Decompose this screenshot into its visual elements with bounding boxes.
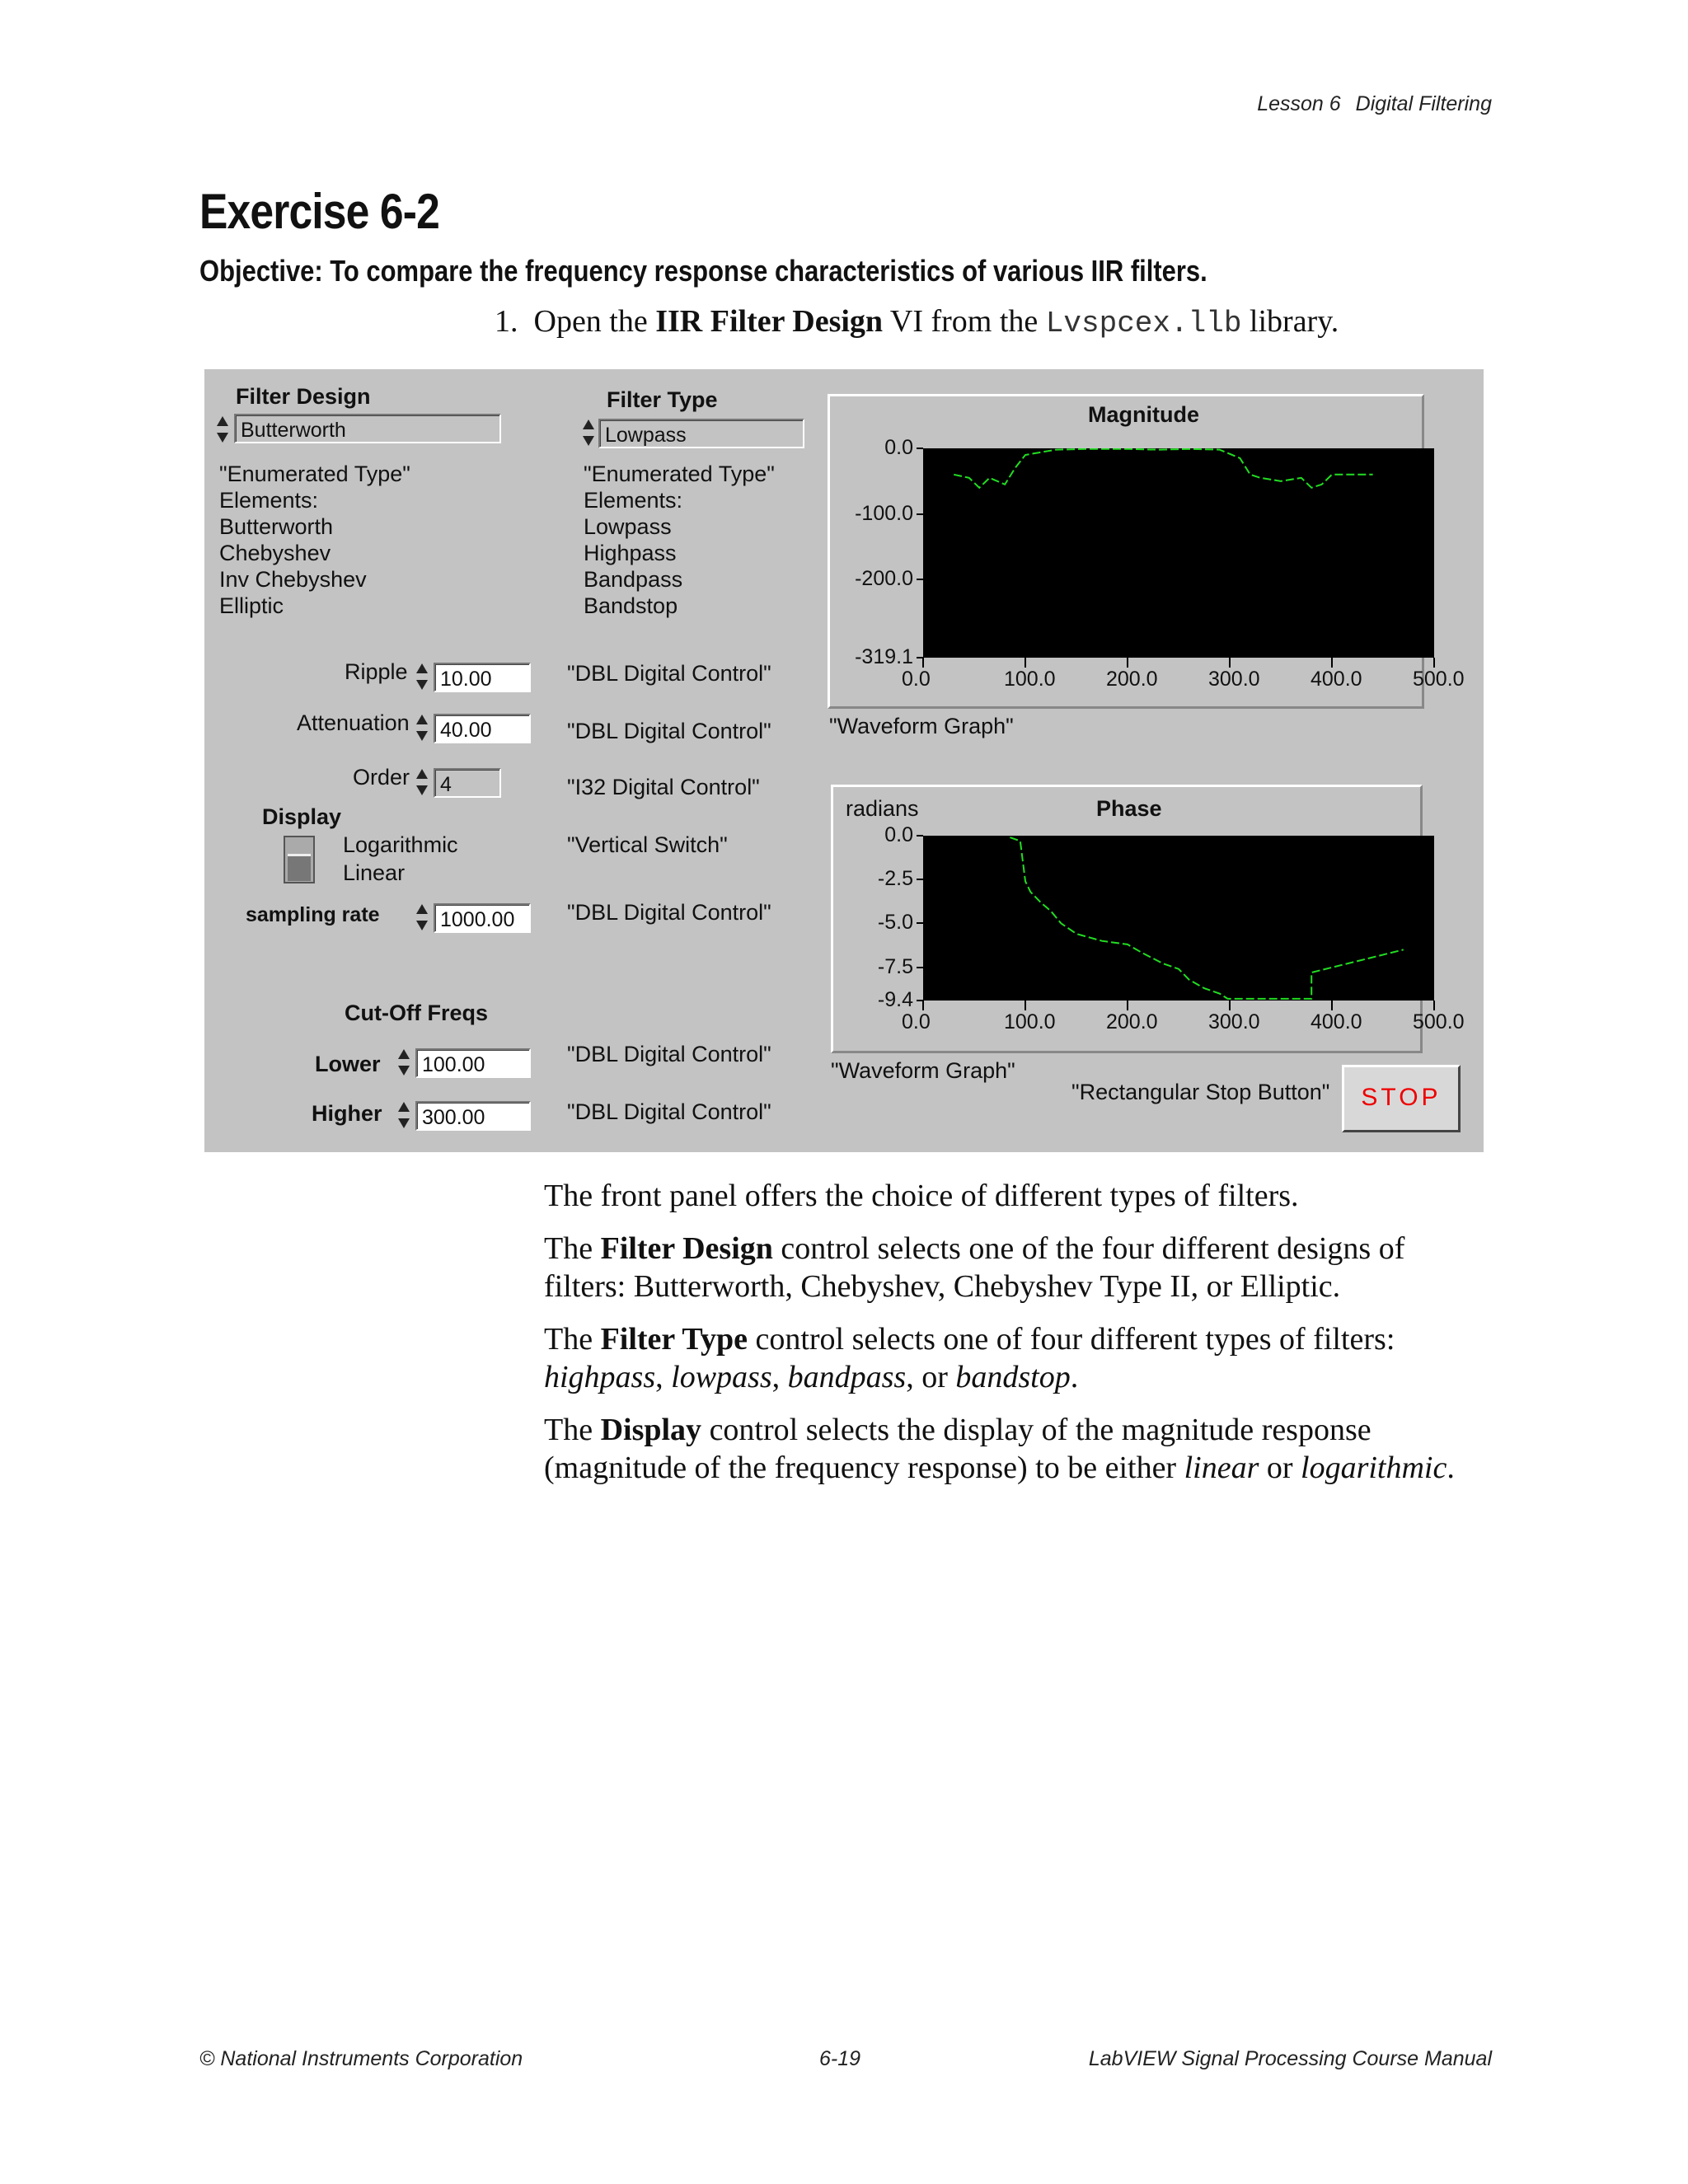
- sampling-rate-input[interactable]: 1000.00: [434, 903, 531, 933]
- filter-design-element: Inv Chebyshev: [219, 567, 367, 592]
- ripple-input[interactable]: 10.00: [434, 663, 531, 692]
- order-input[interactable]: 4: [434, 768, 501, 798]
- phase-title: Phase: [1096, 796, 1162, 821]
- exercise-title: Exercise 6-2: [199, 184, 439, 239]
- filter-design-element: Chebyshev: [219, 541, 331, 565]
- phase-plot-svg: [923, 836, 1434, 1001]
- p3-mid: control selects one of four different types of filters:: [747, 1322, 1395, 1357]
- p3-highpass: highpass: [544, 1360, 656, 1394]
- lower-label: Lower: [315, 1052, 381, 1076]
- header-lesson: Lesson 6: [1257, 92, 1341, 115]
- attenuation-input[interactable]: 40.00: [434, 714, 531, 743]
- magnitude-x-tick-label: 0.0: [902, 668, 931, 691]
- order-note: "I32 Digital Control": [567, 775, 760, 799]
- step-vi-name: IIR Filter Design: [655, 304, 884, 339]
- magnitude-plot-svg: [923, 448, 1434, 658]
- phase-y-tick-label: -2.5: [877, 867, 913, 891]
- phase-x-tick-label: 400.0: [1311, 1010, 1362, 1033]
- front-panel: [204, 369, 1484, 1152]
- magnitude-note: "Waveform Graph": [829, 714, 1014, 738]
- phase-y-tick-mark: [917, 835, 923, 837]
- p4-sep: or: [1259, 1451, 1301, 1485]
- phase-unit-label: radians: [846, 796, 919, 821]
- p2-post: control selects one of the four different designs of filters: Butterworth, Chebyshev, Chebyshev Type II, or Elliptic.: [544, 1231, 1405, 1304]
- p2-bold: Filter Design: [600, 1231, 773, 1266]
- filter-design-label: Filter Design: [236, 384, 371, 409]
- filter-design-spin-icon[interactable]: [216, 414, 229, 445]
- step-text-post: library.: [1241, 304, 1339, 339]
- display-option-logarithmic: Logarithmic: [343, 832, 458, 857]
- magnitude-plot-area[interactable]: [923, 448, 1434, 658]
- magnitude-x-tick-label: 200.0: [1106, 668, 1158, 691]
- footer-page-number: 6-19: [819, 2047, 861, 2070]
- header-topic: Digital Filtering: [1355, 92, 1492, 115]
- phase-x-tick-mark: [1025, 1001, 1026, 1010]
- phase-y-tick-label: 0.0: [884, 823, 913, 846]
- p4-mid: control selects the display of the magnitude response (magnitude of the frequency response) to be either: [544, 1413, 1372, 1485]
- order-label: Order: [353, 765, 410, 790]
- stop-button-note: "Rectangular Stop Button": [1071, 1080, 1330, 1104]
- objective: Objective: To compare the frequency response characteristics of various IIR filters.: [199, 254, 1207, 288]
- p4-bold: Display: [600, 1413, 702, 1447]
- filter-type-ring[interactable]: Lowpass: [598, 419, 804, 448]
- magnitude-y-tick-mark: [917, 579, 923, 580]
- display-label: Display: [262, 804, 342, 829]
- phase-x-tick-mark: [1127, 1001, 1128, 1010]
- ripple-spin-icon[interactable]: [415, 661, 429, 692]
- filter-design-type-note: "Enumerated Type": [219, 462, 410, 486]
- magnitude-y-tick-mark: [917, 448, 923, 449]
- display-switch-lever: [288, 854, 311, 881]
- magnitude-x-tick-mark: [1025, 658, 1026, 668]
- phase-x-tick-mark: [1433, 1001, 1435, 1010]
- sampling-rate-spin-icon[interactable]: [415, 902, 429, 933]
- attenuation-note: "DBL Digital Control": [567, 719, 771, 743]
- p3-bandpass: bandpass: [787, 1360, 907, 1394]
- running-header: [1242, 92, 1492, 116]
- magnitude-x-tick-mark: [1127, 658, 1128, 668]
- phase-y-tick-label: -5.0: [877, 911, 913, 935]
- magnitude-x-tick-mark: [1433, 658, 1435, 668]
- higher-note: "DBL Digital Control": [567, 1099, 771, 1124]
- phase-series-line: [1010, 837, 1403, 999]
- phase-y-tick-mark: [917, 879, 923, 880]
- display-vertical-switch[interactable]: [284, 836, 315, 883]
- magnitude-x-tick-label: 500.0: [1413, 668, 1465, 691]
- step-library-name: Lvspcex.llb: [1045, 307, 1242, 340]
- phase-x-tick-label: 200.0: [1106, 1010, 1158, 1033]
- display-note: "Vertical Switch": [567, 832, 728, 857]
- magnitude-y-tick-label: -100.0: [855, 501, 913, 525]
- paragraph-1: The front panel offers the choice of different types of filters.: [544, 1179, 1299, 1213]
- p3-pre: The: [544, 1322, 601, 1357]
- cutoff-label: Cut-Off Freqs: [345, 1001, 488, 1025]
- lower-input[interactable]: 100.00: [415, 1048, 531, 1078]
- filter-type-spin-icon[interactable]: [582, 417, 595, 448]
- filter-design-elements-label: Elements:: [219, 488, 319, 513]
- filter-type-label: Filter Type: [607, 387, 718, 412]
- step-1: [495, 303, 1339, 340]
- footer-left: © National Instruments Corporation: [199, 2047, 523, 2070]
- phase-x-tick-mark: [1331, 1001, 1333, 1010]
- magnitude-y-tick-mark: [917, 513, 923, 515]
- sampling-rate-label: sampling rate: [246, 903, 380, 926]
- p3-lowpass: lowpass: [671, 1360, 772, 1394]
- phase-x-tick-label: 500.0: [1413, 1010, 1465, 1033]
- stop-button[interactable]: STOP: [1342, 1065, 1461, 1132]
- order-spin-icon[interactable]: [415, 766, 429, 798]
- filter-design-element: Elliptic: [219, 593, 284, 618]
- filter-type-element: Lowpass: [584, 514, 672, 539]
- magnitude-x-tick-mark: [1229, 658, 1231, 668]
- phase-x-tick-label: 0.0: [902, 1010, 931, 1033]
- higher-label: Higher: [312, 1101, 382, 1126]
- ripple-label: Ripple: [345, 659, 408, 684]
- step-number: 1.: [495, 304, 518, 339]
- phase-y-tick-label: -9.4: [877, 988, 913, 1011]
- phase-x-tick-mark: [922, 1001, 924, 1010]
- phase-plot-area[interactable]: [923, 836, 1434, 1001]
- magnitude-x-tick-mark: [922, 658, 924, 668]
- paragraph-3: [544, 1320, 1492, 1396]
- p3-bandstop: bandstop: [955, 1360, 1071, 1394]
- filter-type-elements-label: Elements:: [584, 488, 683, 513]
- magnitude-x-tick-mark: [1331, 658, 1333, 668]
- filter-type-type-note: "Enumerated Type": [584, 462, 775, 486]
- step-text-pre: Open the: [533, 304, 656, 339]
- attenuation-label: Attenuation: [297, 710, 410, 735]
- p3-bold: Filter Type: [600, 1322, 748, 1357]
- footer-right: LabVIEW Signal Processing Course Manual: [1088, 2047, 1492, 2070]
- p2-pre: The: [544, 1231, 601, 1266]
- magnitude-x-tick-label: 100.0: [1004, 668, 1056, 691]
- filter-type-element: Bandstop: [584, 593, 678, 618]
- p3-sep: , or: [906, 1360, 956, 1394]
- phase-y-tick-mark: [917, 922, 923, 924]
- filter-type-element: Bandpass: [584, 567, 683, 592]
- sampling-rate-note: "DBL Digital Control": [567, 900, 771, 925]
- phase-x-tick-mark: [1229, 1001, 1231, 1010]
- p4-logarithmic: logarithmic: [1301, 1451, 1447, 1485]
- magnitude-title: Magnitude: [1088, 402, 1199, 427]
- magnitude-x-tick-label: 400.0: [1311, 668, 1362, 691]
- display-option-linear: Linear: [343, 860, 406, 885]
- phase-y-tick-label: -7.5: [877, 954, 913, 978]
- phase-y-tick-mark: [917, 967, 923, 968]
- ripple-note: "DBL Digital Control": [567, 661, 771, 686]
- attenuation-spin-icon[interactable]: [415, 712, 429, 743]
- magnitude-series-line: [954, 449, 1372, 488]
- p4-linear: linear: [1184, 1451, 1259, 1485]
- higher-spin-icon[interactable]: [397, 1099, 410, 1131]
- magnitude-y-tick-label: -200.0: [855, 567, 913, 591]
- magnitude-y-tick-label: -319.1: [855, 645, 913, 668]
- phase-x-tick-label: 300.0: [1208, 1010, 1260, 1033]
- filter-type-element: Highpass: [584, 541, 677, 565]
- filter-design-ring[interactable]: Butterworth: [234, 414, 501, 443]
- phase-note: "Waveform Graph": [831, 1058, 1015, 1083]
- paragraph-2: [544, 1230, 1492, 1305]
- filter-design-element: Butterworth: [219, 514, 334, 539]
- p4-pre: The: [544, 1413, 601, 1447]
- magnitude-x-tick-label: 300.0: [1208, 668, 1260, 691]
- higher-input[interactable]: 300.00: [415, 1101, 531, 1131]
- lower-note: "DBL Digital Control": [567, 1042, 771, 1066]
- lower-spin-icon[interactable]: [397, 1047, 410, 1078]
- p3-end: .: [1070, 1360, 1079, 1394]
- magnitude-y-tick-label: 0.0: [884, 436, 913, 459]
- p3-sep: ,: [771, 1360, 788, 1394]
- paragraph-4: [544, 1411, 1492, 1487]
- p4-end: .: [1447, 1451, 1455, 1485]
- p3-sep: ,: [655, 1360, 672, 1394]
- phase-x-tick-label: 100.0: [1004, 1010, 1056, 1033]
- step-text-mid: VI from the: [883, 304, 1046, 339]
